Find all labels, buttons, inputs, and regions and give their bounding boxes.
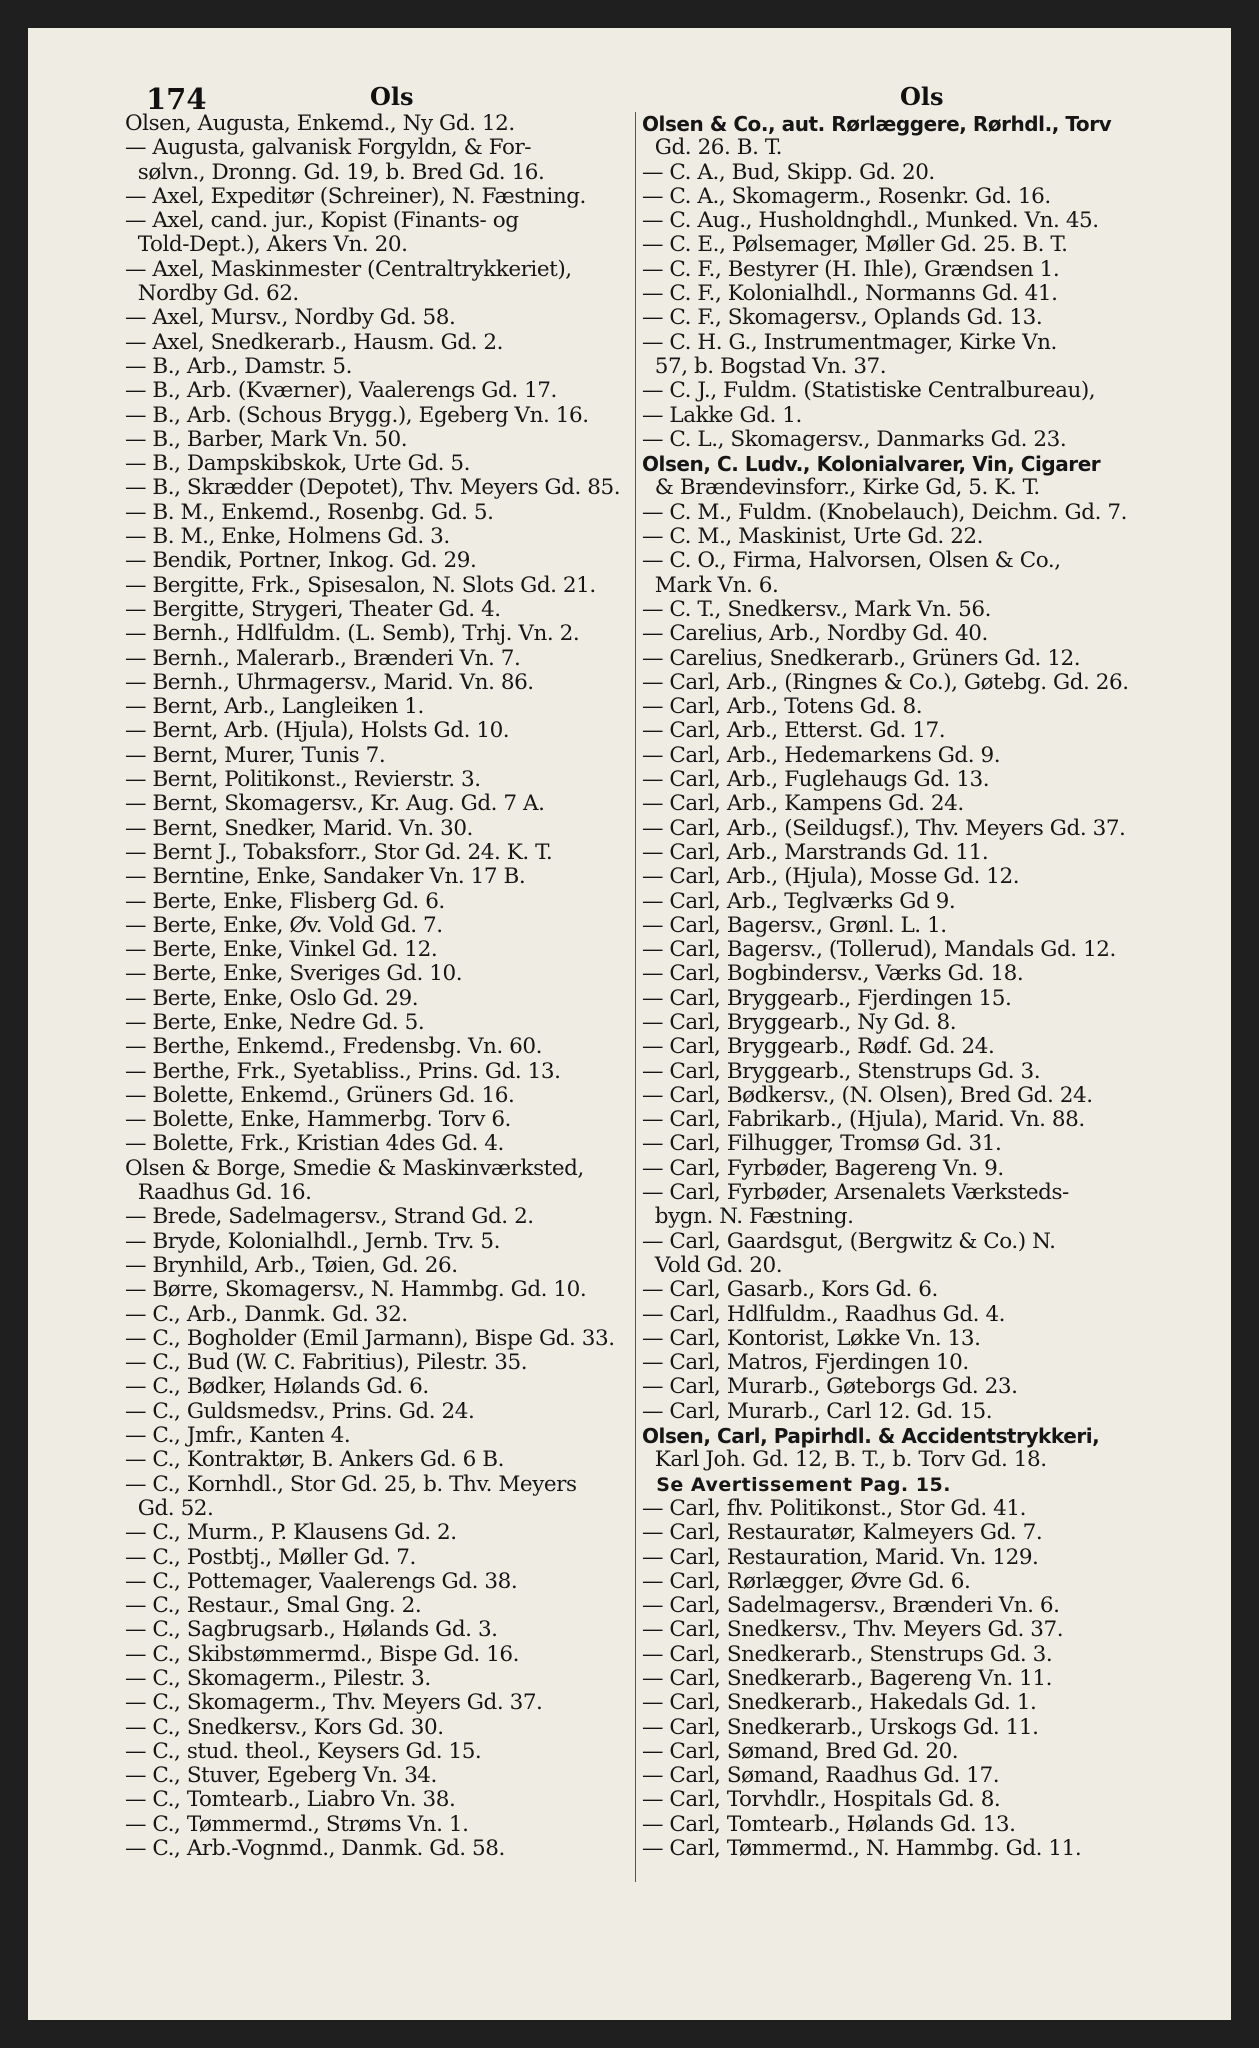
directory-entry-line: — C. F., Bestyrer (H. Ihle), Grændsen 1.: [642, 256, 1060, 282]
directory-entry-line: — C., Skibstømmermd., Bispe Gd. 16.: [125, 1641, 520, 1667]
page-number: 174: [146, 82, 207, 116]
directory-entry-line: — Augusta, galvanisk Forgyldn, & For-: [125, 135, 532, 161]
directory-entry-line: — Carl, Matros, Fjerdingen 10.: [642, 1350, 969, 1376]
directory-entry-line: — Bryde, Kolonialhdl., Jernb. Trv. 5.: [125, 1228, 501, 1254]
directory-entry-line: — C., Kornhdl., Stor Gd. 25, b. Thv. Meyers: [125, 1471, 577, 1497]
right-column: [642, 112, 1162, 1861]
directory-entry-line: — B. M., Enkemd., Rosenbg. Gd. 5.: [125, 499, 494, 525]
directory-entry-line: — Carl, Arb., Totens Gd. 8.: [642, 694, 923, 720]
directory-entry-line: — Carl, Arb., (Seildugsf.), Thv. Meyers Gd. 37.: [642, 815, 1126, 841]
directory-entry-line: — Bernh., Malerarb., Brænderi Vn. 7.: [125, 645, 521, 671]
directory-entry-line: — Carl, Sømand, Bred Gd. 20.: [642, 1738, 959, 1764]
directory-entry-line: — C., Bødker, Hølands Gd. 6.: [125, 1374, 429, 1400]
directory-entry-line: Told-Dept.), Akers Vn. 20.: [125, 232, 408, 258]
directory-entry-line: — Carl, Bagersv., (Tollerud), Mandals Gd. 12.: [642, 937, 1116, 963]
directory-entry-line: — C., Kontraktør, B. Ankers Gd. 6 B.: [125, 1447, 505, 1473]
directory-entry-line: — C. T., Snedkersv., Mark Vn. 56.: [642, 596, 991, 622]
directory-entry-line: — Bernh., Hdlfuldm. (L. Semb), Trhj. Vn. 2.: [125, 621, 580, 647]
directory-entry-line: — Carl, Fabrikarb., (Hjula), Marid. Vn. 88.: [642, 1107, 1085, 1133]
directory-entry-line: Vold Gd. 20.: [642, 1252, 783, 1278]
directory-entry-line: — Axel, Snedkerarb., Hausm. Gd. 2.: [125, 329, 504, 355]
directory-entry-line: — Carl, Bryggearb., Fjerdingen 15.: [642, 985, 1012, 1011]
directory-entry-line: — B., Arb. (Schous Brygg.), Egeberg Vn. 16.: [125, 402, 589, 428]
directory-entry-line: — B., Arb., Damstr. 5.: [125, 353, 353, 379]
directory-entry-line: — Carl, Arb., Marstrands Gd. 11.: [642, 839, 989, 865]
directory-entry-line: — C., Snedkersv., Kors Gd. 30.: [125, 1714, 444, 1740]
directory-entry-line: — Axel, cand. jur., Kopist (Finants- og: [125, 208, 519, 234]
directory-entry-line: — Bernt, Arb., Langleiken 1.: [125, 694, 424, 720]
directory-entry-line: Karl Joh. Gd. 12, B. T., b. Torv Gd. 18.: [642, 1447, 1047, 1473]
directory-entry-line: — Berte, Enke, Oslo Gd. 29.: [125, 985, 419, 1011]
directory-entry-line: — Berte, Enke, Flisberg Gd. 6.: [125, 888, 445, 914]
directory-entry-line: — C., Postbtj., Møller Gd. 7.: [125, 1544, 416, 1570]
directory-entry-line: — Carelius, Arb., Nordby Gd. 40.: [642, 621, 988, 647]
directory-entry-line: — B. M., Enke, Holmens Gd. 3.: [125, 524, 450, 550]
directory-entry-line: — C., Skomagerm., Pilestr. 3.: [125, 1666, 431, 1691]
directory-entry-line: — C., Bogholder (Emil Jarmann), Bispe Gd. 33.: [125, 1325, 615, 1351]
directory-entry-line: — Carl, Bogbindersv., Værks Gd. 18.: [642, 961, 1024, 987]
directory-entry-line: — C. J., Fuldm. (Statistiske Centralbureau),: [642, 378, 1096, 404]
directory-entry-line: — Carl, Hdlfuldm., Raadhus Gd. 4.: [642, 1301, 1006, 1327]
directory-entry-line: — Carl, Arb., Kampens Gd. 24.: [642, 791, 964, 817]
directory-entry-line: — Berte, Enke, Nedre Gd. 5.: [125, 1009, 425, 1035]
directory-entry-line: — C. L., Skomagersv., Danmarks Gd. 23.: [642, 426, 1067, 452]
directory-entry-line: — Carl, Tømmermd., N. Hammbg. Gd. 11.: [642, 1836, 1082, 1862]
directory-entry-line: — C., Pottemager, Vaalerengs Gd. 38.: [125, 1568, 518, 1594]
directory-entry-line: — C., Tømmermd., Strøms Vn. 1.: [125, 1811, 469, 1837]
left-column: [125, 112, 645, 1861]
directory-entry-line: — Bolette, Enkemd., Grüners Gd. 16.: [125, 1082, 515, 1108]
directory-entry-line: — C., Stuver, Egeberg Vn. 34.: [125, 1763, 437, 1789]
directory-entry-line: — Carl, Murarb., Carl 12. Gd. 15.: [642, 1398, 993, 1424]
directory-entry-line: — Bolette, Frk., Kristian 4des Gd. 4.: [125, 1131, 504, 1157]
directory-entry-line: — Carl, Filhugger, Tromsø Gd. 31.: [642, 1131, 1002, 1157]
directory-entry-line: — Carl, Torvhdlr., Hospitals Gd. 8.: [642, 1787, 1001, 1813]
directory-entry-line: — Berte, Enke, Sveriges Gd. 10.: [125, 961, 463, 987]
directory-entry-line: Raadhus Gd. 16.: [125, 1180, 312, 1206]
directory-entry-line: — Carl, Arb., Teglværks Gd 9.: [642, 888, 956, 914]
directory-entry-line: — Bernt, Snedker, Marid. Vn. 30.: [125, 815, 473, 841]
directory-entry-line: — Carl, Arb., Etterst. Gd. 17.: [642, 718, 946, 744]
directory-entry-line: — C., Restaur., Smal Gng. 2.: [125, 1593, 422, 1619]
directory-entry-line: — C., Skomagerm., Thv. Meyers Gd. 37.: [125, 1690, 543, 1716]
directory-entry-line: — Bendik, Portner, Inkog. Gd. 29.: [125, 548, 477, 574]
directory-entry-line: — C. Aug., Husholdnghdl., Munked. Vn. 45.: [642, 208, 1099, 234]
directory-entry-line: — Bernt, Arb. (Hjula), Holsts Gd. 10.: [125, 718, 510, 744]
directory-entry-line: — C. E., Pølsemager, Møller Gd. 25. B. T.: [642, 232, 1068, 258]
directory-entry-line: — Bernh., Uhrmagersv., Marid. Vn. 86.: [125, 669, 534, 695]
directory-entry-line: — C., Tomtearb., Liabro Vn. 38.: [125, 1787, 456, 1813]
directory-entry-line: — Berthe, Frk., Syetabliss., Prins. Gd. 13.: [125, 1058, 561, 1084]
directory-entry-line: — C. M., Maskinist, Urte Gd. 22.: [642, 524, 984, 550]
directory-entry-line: Olsen, C. Ludv., Kolonialvarer, Vin, Cigarer: [642, 452, 1101, 477]
directory-entry-line: — Carl, Gasarb., Kors Gd. 6.: [642, 1277, 938, 1303]
directory-entry-line: — C. F., Kolonialhdl., Normanns Gd. 41.: [642, 281, 1058, 307]
directory-entry-line: — Carl, Bryggearb., Stenstrups Gd. 3.: [642, 1058, 1041, 1084]
directory-entry-line: — C., Arb.-Vognmd., Danmk. Gd. 58.: [125, 1836, 505, 1862]
directory-entry-line: — Carl, Bryggearb., Rødf. Gd. 24.: [642, 1034, 995, 1060]
directory-entry-line: — Bergitte, Strygeri, Theater Gd. 4.: [125, 596, 501, 622]
directory-entry-line: — C. O., Firma, Halvorsen, Olsen & Co.,: [642, 548, 1061, 574]
directory-entry-line: — Bernt J., Tobaksforr., Stor Gd. 24. K. T.: [125, 839, 553, 865]
directory-entry-line: — Carl, Snedkerarb., Stenstrups Gd. 3.: [642, 1641, 1053, 1667]
directory-entry-line: — Bergitte, Frk., Spisesalon, N. Slots Gd. 21.: [125, 572, 596, 598]
directory-entry-line: — C. M., Fuldm. (Knobelauch), Deichm. Gd. 7.: [642, 499, 1127, 525]
directory-entry-line: 57, b. Bogstad Vn. 37.: [642, 353, 887, 379]
directory-entry-line: Olsen & Borge, Smedie & Maskinværksted,: [125, 1155, 584, 1181]
directory-entry-line: — C., Jmfr., Kanten 4.: [125, 1423, 351, 1449]
directory-entry-line: Olsen, Carl, Papirhdl. & Accidentstrykkeri,: [642, 1424, 1100, 1449]
directory-entry-line: — B., Dampskibskok, Urte Gd. 5.: [125, 451, 471, 477]
directory-entry-line: — Carl, Bryggearb., Ny Gd. 8.: [642, 1009, 957, 1035]
directory-entry-line: Mark Vn. 6.: [642, 572, 779, 598]
directory-entry-line: — Carl, Murarb., Gøteborgs Gd. 23.: [642, 1374, 1018, 1400]
directory-entry-line: — Carl, Arb., Hedemarkens Gd. 9.: [642, 742, 1001, 768]
directory-entry-line: — Børre, Skomagersv., N. Hammbg. Gd. 10.: [125, 1277, 587, 1303]
directory-entry-line: — Carl, Fyrbøder, Bagereng Vn. 9.: [642, 1155, 1004, 1181]
directory-entry-line: — C., Guldsmedsv., Prins. Gd. 24.: [125, 1398, 475, 1424]
running-head-right: Ols: [900, 82, 944, 111]
directory-entry-line: — Bernt, Politikonst., Revierstr. 3.: [125, 767, 481, 793]
directory-entry-line: Gd. 26. B. T.: [642, 135, 783, 161]
directory-entry-line: — Carl, Bødkersv., (N. Olsen), Bred Gd. 24.: [642, 1082, 1093, 1108]
directory-entry-line: & Brændevinsforr., Kirke Gd, 5. K. T.: [642, 475, 1040, 501]
running-head-left: Ols: [370, 82, 414, 111]
directory-entry-line: — Carl, Snedkerarb., Urskogs Gd. 11.: [642, 1714, 1039, 1740]
directory-entry-line: — C. H. G., Instrumentmager, Kirke Vn.: [642, 329, 1057, 355]
directory-entry-line: — C., stud. theol., Keysers Gd. 15.: [125, 1738, 482, 1764]
directory-entry-line: Gd. 52.: [125, 1495, 214, 1521]
directory-entry-line: — Carl, Restauration, Marid. Vn. 129.: [642, 1544, 1039, 1570]
directory-entry-line: bygn. N. Fæstning.: [642, 1204, 854, 1230]
directory-entry-line: — Brede, Sadelmagersv., Strand Gd. 2.: [125, 1204, 534, 1230]
directory-entry-line: — Carl, Rørlægger, Øvre Gd. 6.: [642, 1568, 971, 1594]
directory-entry-line: — C., Bud (W. C. Fabritius), Pilestr. 35.: [125, 1350, 528, 1376]
directory-entry-line: — B., Skrædder (Depotet), Thv. Meyers Gd. 85.: [125, 475, 621, 501]
directory-entry-line: — C., Sagbrugsarb., Hølands Gd. 3.: [125, 1617, 498, 1643]
directory-entry-line: — Carl, Bagersv., Grønl. L. 1.: [642, 912, 947, 938]
directory-entry-line: Nordby Gd. 62.: [125, 281, 299, 307]
directory-entry-line: — B., Barber, Mark Vn. 50.: [125, 426, 408, 452]
directory-entry-line: — Axel, Maskinmester (Centraltrykkeriet),: [125, 256, 572, 282]
directory-entry-line: sølvn., Dronng. Gd. 19, b. Bred Gd. 16.: [125, 159, 545, 185]
directory-entry-line: — Axel, Mursv., Nordby Gd. 58.: [125, 305, 456, 331]
directory-entry-line: — Carl, Arb., (Hjula), Mosse Gd. 12.: [642, 864, 1020, 890]
directory-entry-line: — Bernt, Murer, Tunis 7.: [125, 742, 386, 768]
directory-entry-line: — Carl, Snedkersv., Thv. Meyers Gd. 37.: [642, 1617, 1064, 1643]
directory-entry-line: — Carl, Arb., (Ringnes & Co.), Gøtebg. Gd. 26.: [642, 669, 1129, 695]
directory-entry-line: — Carl, Sadelmagersv., Brænderi Vn. 6.: [642, 1593, 1060, 1619]
directory-entry-line: — Carl, Restauratør, Kalmeyers Gd. 7.: [642, 1520, 1043, 1546]
directory-entry-line: — Carl, Kontorist, Løkke Vn. 13.: [642, 1325, 981, 1351]
directory-entry-line: — Carl, Snedkerarb., Bagereng Vn. 11.: [642, 1666, 1053, 1691]
directory-entry-line: — Bolette, Enke, Hammerbg. Torv 6.: [125, 1107, 511, 1133]
directory-entry-line: — Lakke Gd. 1.: [642, 402, 802, 428]
directory-entry-line: — C. F., Skomagersv., Oplands Gd. 13.: [642, 305, 1043, 331]
directory-entry-line: — C. A., Bud, Skipp. Gd. 20.: [642, 159, 935, 185]
directory-entry-line: — Carl, Snedkerarb., Hakedals Gd. 1.: [642, 1690, 1037, 1716]
directory-entry-line: — Carelius, Snedkerarb., Grüners Gd. 12.: [642, 645, 1081, 671]
directory-entry-line: Olsen, Augusta, Enkemd., Ny Gd. 12.: [125, 111, 515, 136]
directory-entry-line: — Berntine, Enke, Sandaker Vn. 17 B.: [125, 864, 526, 890]
directory-entry-line: — Carl, Sømand, Raadhus Gd. 17.: [642, 1763, 1000, 1789]
directory-entry-line: — Carl, Tomtearb., Hølands Gd. 13.: [642, 1811, 1016, 1837]
directory-entry-line: — Carl, Arb., Fuglehaugs Gd. 13.: [642, 767, 990, 793]
directory-entry-line: — B., Arb. (Kværner), Vaalerengs Gd. 17.: [125, 378, 557, 404]
directory-entry-line: Olsen & Co., aut. Rørlæggere, Rørhdl., Torv: [642, 112, 1112, 136]
directory-entry-line: — Berthe, Enkemd., Fredensbg. Vn. 60.: [125, 1034, 543, 1060]
directory-entry-line: — Carl, Gaardsgut, (Bergwitz & Co.) N.: [642, 1228, 1056, 1254]
directory-entry-line: — Carl, Fyrbøder, Arsenalets Værksteds-: [642, 1180, 1069, 1206]
directory-entry-line: — C., Arb., Danmk. Gd. 32.: [125, 1301, 408, 1327]
directory-entry-line: — Carl, fhv. Politikonst., Stor Gd. 41.: [642, 1495, 1026, 1521]
directory-entry-line: — Berte, Enke, Øv. Vold Gd. 7.: [125, 912, 443, 938]
directory-entry-line: — Berte, Enke, Vinkel Gd. 12.: [125, 937, 438, 963]
directory-entry-line: — Axel, Expeditør (Schreiner), N. Fæstning.: [125, 183, 586, 209]
directory-entry-line: Se Avertissement Pag. 15.: [642, 1473, 951, 1496]
directory-entry-line: — C. A., Skomagerm., Rosenkr. Gd. 16.: [642, 183, 1051, 209]
column-divider: [635, 112, 636, 1882]
directory-entry-line: — Bernt, Skomagersv., Kr. Aug. Gd. 7 A.: [125, 791, 545, 817]
directory-entry-line: — C., Murm., P. Klausens Gd. 2.: [125, 1520, 457, 1546]
directory-entry-line: — Brynhild, Arb., Tøien, Gd. 26.: [125, 1252, 458, 1278]
